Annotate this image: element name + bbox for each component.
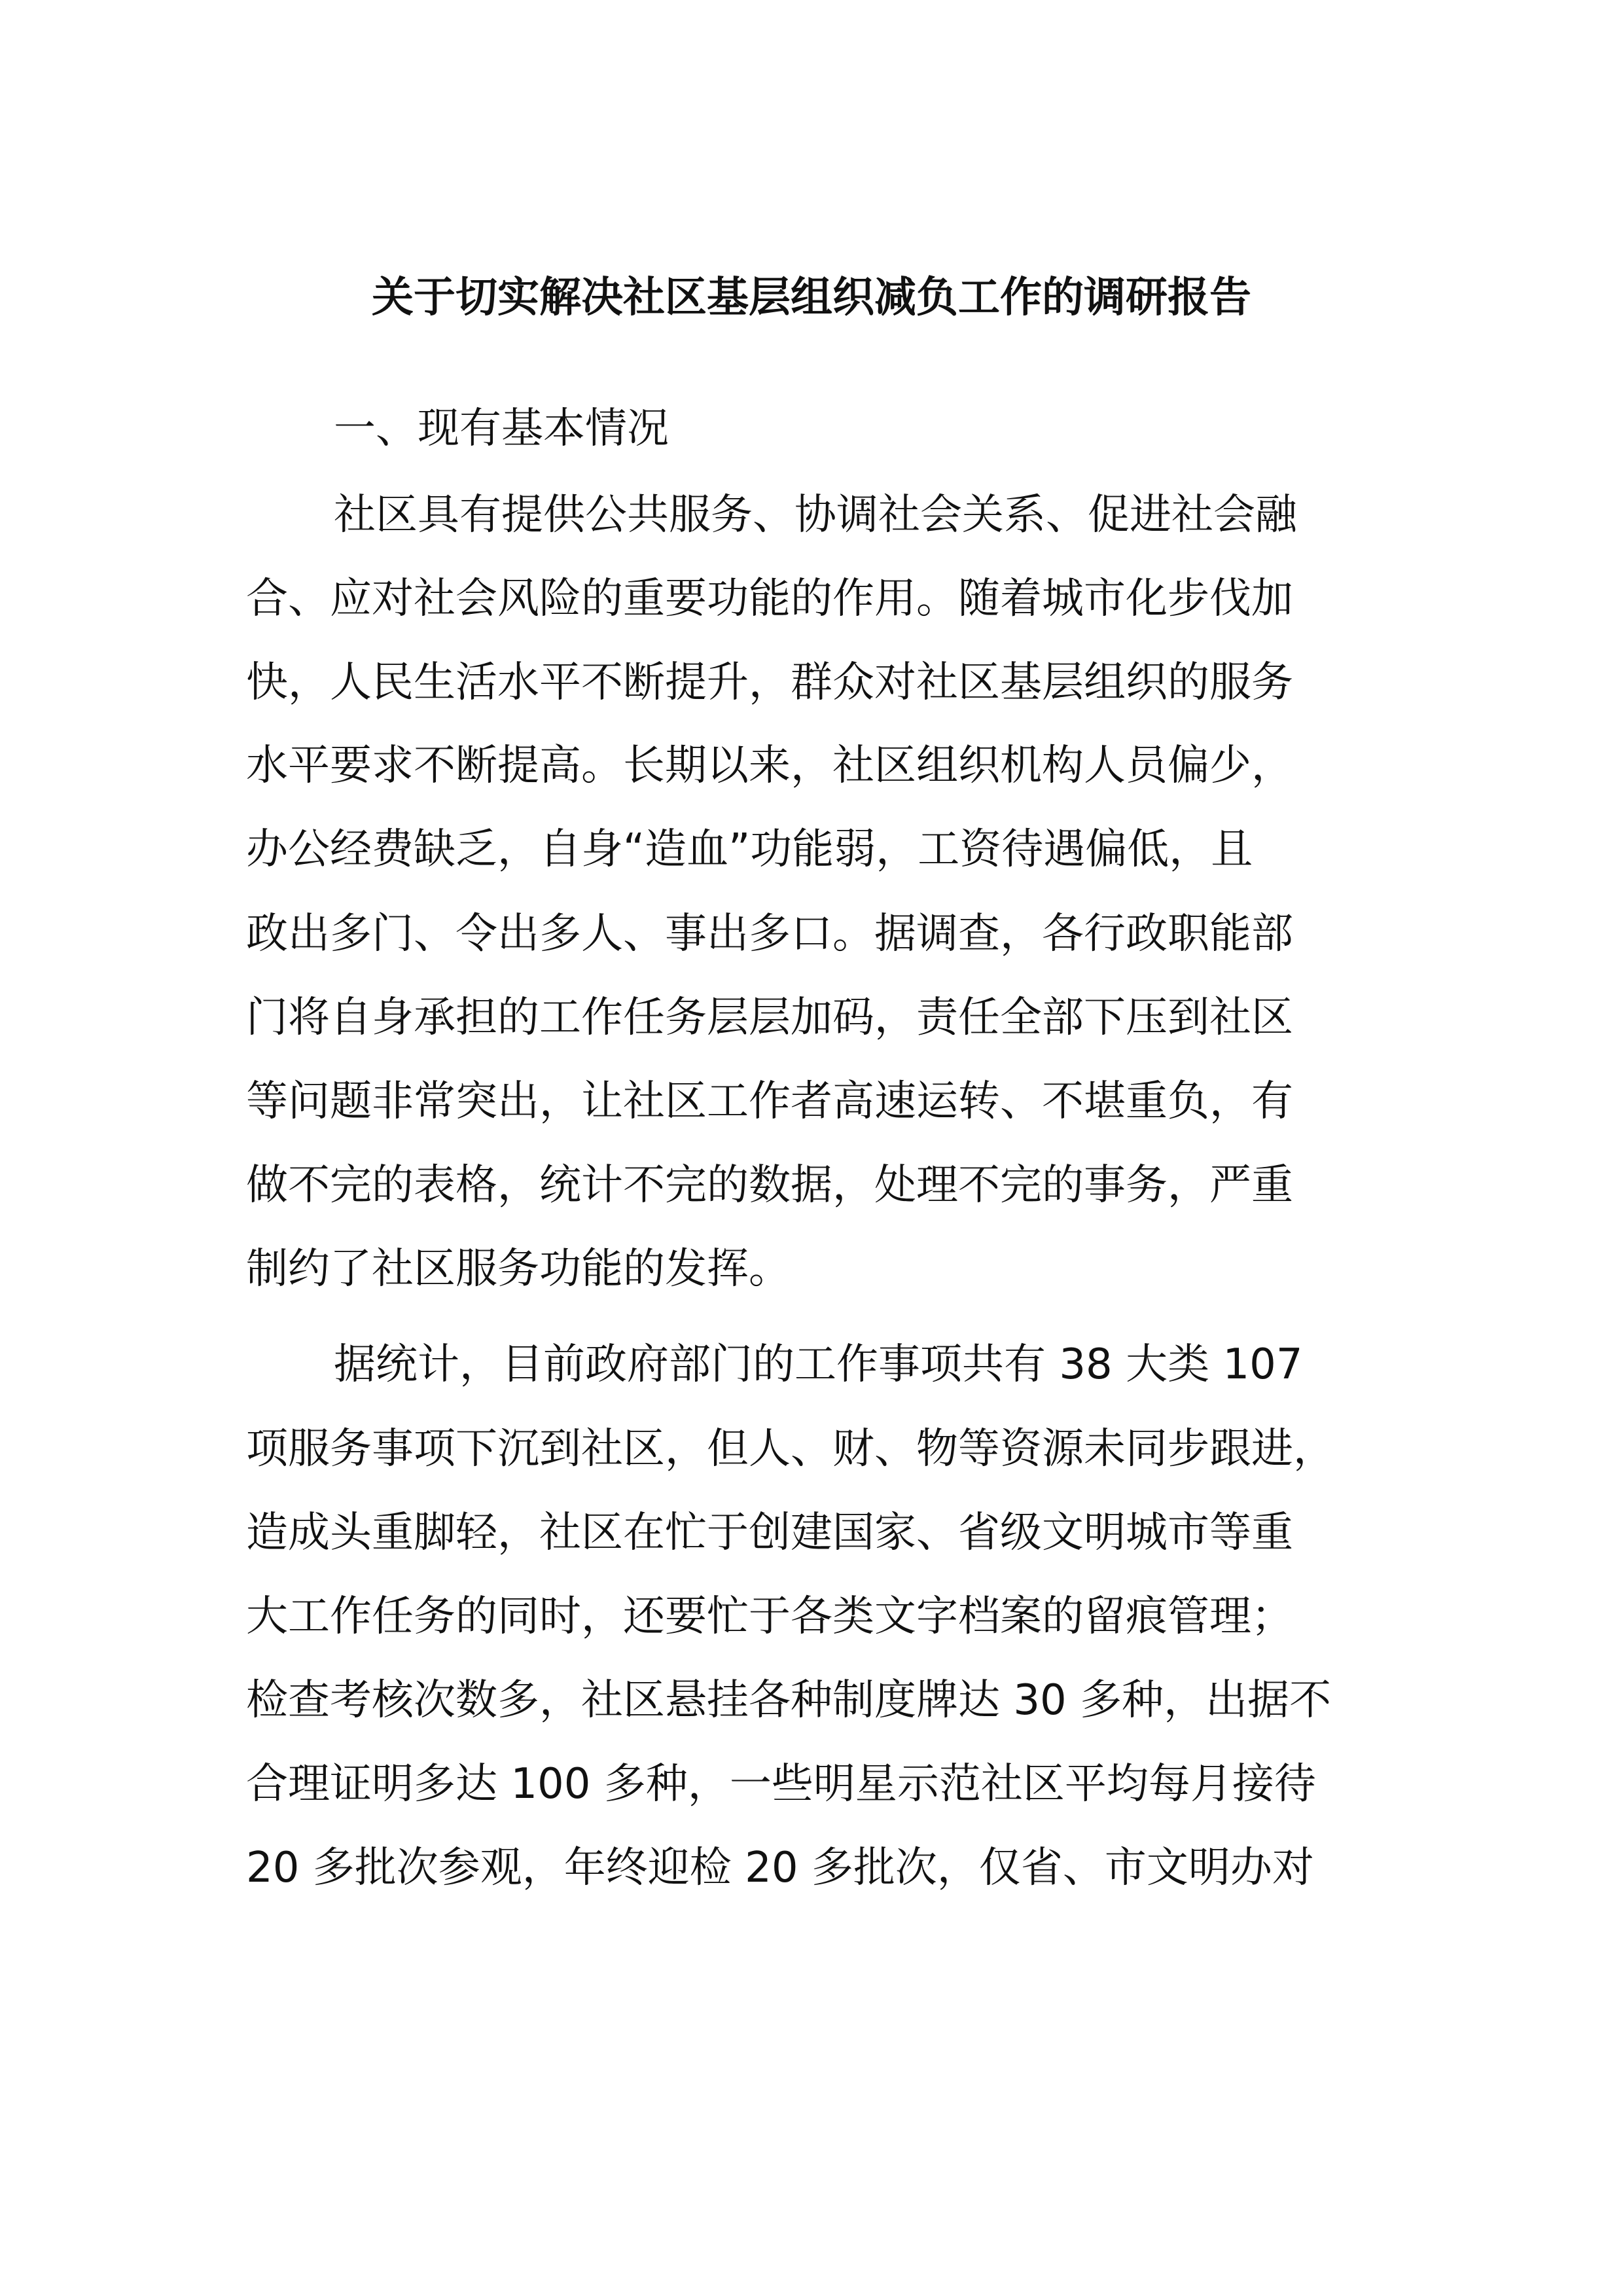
- paragraph2-line: 检查考核次数多，社区悬挂各种制度牌达 30 多种，出据不: [246, 1676, 1332, 1725]
- document-title: 关于切实解决社区基层组织减负工作的调研报告: [372, 274, 1251, 322]
- paragraph2-line: 项服务事项下沉到社区，但人、财、物等资源未同步跟进，: [246, 1425, 1335, 1473]
- paragraph1-line: 社区具有提供公共服务、协调社会关系、促进社会融: [334, 491, 1297, 539]
- paragraph1-line: 做不完的表格，统计不完的数据，处理不完的事务，严重: [246, 1161, 1293, 1210]
- paragraph2-line: 据统计，目前政府部门的工作事项共有 38 大类 107: [334, 1340, 1303, 1389]
- paragraph1-line: 快，人民生活水平不断提升，群众对社区基层组织的服务: [246, 658, 1293, 707]
- paragraph1-line: 制约了社区服务功能的发挥。: [246, 1245, 791, 1293]
- paragraph1-line: 等问题非常突出，让社区工作者高速运转、不堪重负，有: [246, 1077, 1293, 1126]
- paragraph1-line: 合、应对社会风险的重要功能的作用。随着城市化步伐加: [246, 575, 1293, 623]
- paragraph2-line: 造成头重脚轻，社区在忙于创建国家、省级文明城市等重: [246, 1509, 1293, 1557]
- paragraph1-line: 水平要求不断提高。长期以来，社区组织机构人员偏少，: [246, 742, 1293, 790]
- paragraph1-line: 门将自身承担的工作任务层层加码，责任全部下压到社区: [246, 994, 1293, 1042]
- paragraph2-line: 大工作任务的同时，还要忙于各类文字档案的留痕管理；: [246, 1592, 1293, 1641]
- paragraph2-line: 20 多批次参观，年终迎检 20 多批次，仅省、市文明办对: [246, 1844, 1314, 1892]
- paragraph1-line: 办公经费缺乏，自身“造血”功能弱，工资待遇偏低，且: [246, 825, 1253, 874]
- paragraph2-line: 合理证明多达 100 多种，一些明星示范社区平均每月接待: [246, 1760, 1316, 1808]
- paragraph1-line: 政出多门、令出多人、事出多口。据调查，各行政职能部: [246, 910, 1293, 958]
- section-heading: 一、现有基本情况: [334, 404, 669, 453]
